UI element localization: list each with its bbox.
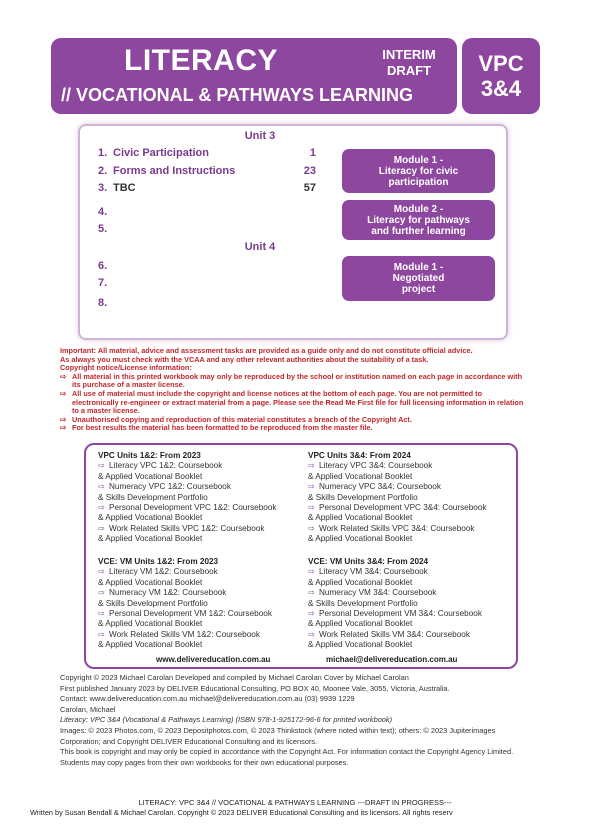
contents-row: 5. [98, 223, 108, 235]
contents-row[interactable]: 1. Civic Participation 1 [98, 147, 316, 159]
product-list-box [84, 443, 518, 669]
list-item: ⇨ Work Related Skills VPC 3&4: Coursebook [308, 523, 475, 533]
arrow-right-icon: ⇨ [308, 609, 315, 619]
contents-row[interactable]: 3. TBC 57 [98, 182, 316, 194]
email-link[interactable]: michael@delivereducation.com.au [326, 655, 458, 664]
disclaimer: Important: All material, advice and assessment tasks are provided as a guide only and do not constitute official advice. As always you must check with the VCAA and any other relevant authorities about the suitability of a task. Copyright notice/License information: ⇨ All material in this printed workbook may only be reproduced by the school or institution named on each page in accordance with its purchase of a master license. ⇨ All use of material must include the copyright and license notices at the bottom of each page. You are not permitted to electronically re-engineer or extract material from a page. Please see the Read Me First file for full licensing information in relation to a master license. ⇨ Unauthorised copying and reproduction of this material constitutes a breach of the Copyright Act. ⇨ For best results the material has been formatted to be reproduced from the master file. [60, 347, 530, 433]
disclaimer-bullet: ⇨ Unauthorised copying and reproduction of this material constitutes a breach of the Copyright Act. [60, 414, 412, 424]
module-1-project-button[interactable]: Module 1 - Negotiated project [342, 256, 495, 301]
product-group-vpc12: VPC Units 1&2: From 2023 ⇨ Literacy VPC 1&2: Coursebook & Applied Vocational Booklet ⇨ Numeracy VPC 1&2: Coursebook & Skills Development Portfolio ⇨ Personal Development VPC 1&2: Coursebook & Applied Vocational Booklet ⇨ Work Related Skills VPC 1&2: Coursebook & Applied Vocational Booklet [98, 451, 310, 545]
list-item: ⇨ Personal Development VM 3&4: Coursebook [308, 609, 482, 619]
arrow-right-icon: ⇨ [98, 523, 105, 533]
list-item: ⇨ Personal Development VPC 3&4: Coursebook [308, 503, 487, 513]
contents-row: 6. [98, 260, 108, 272]
list-item: ⇨ Numeracy VM 3&4: Coursebook [308, 588, 437, 598]
list-item: ⇨ Literacy VM 1&2: Coursebook [98, 567, 218, 577]
module-1-civic-button[interactable]: Module 1 - Literacy for civic participation [342, 149, 495, 193]
arrow-right-icon: ⇨ [308, 523, 315, 533]
product-group-vm12: VCE: VM Units 1&2: From 2023 ⇨ Literacy VM 1&2: Coursebook & Applied Vocational Booklet ⇨ Numeracy VM 1&2: Coursebook & Skills Development Portfolio ⇨ Personal Development VM 1&2: Coursebook & Applied Vocational Booklet ⇨ Work Related Skills VM 1&2: Coursebook & Applied Vocational Booklet [98, 557, 310, 651]
arrow-right-icon: ⇨ [60, 414, 67, 424]
list-item: ⇨ Work Related Skills VPC 1&2: Coursebook [98, 523, 265, 533]
copyright-block: Copyright © 2023 Michael Carolan Developed and compiled by Michael Carolan Cover by Michael Carolan First published January 2023 by DELIVER Educational Consulting, PO BOX 40, Moonee Vale, 3055, Victoria, Australia. Contact: www.delivereducation.com.au michael@delivereducation.com.au (03) 9939 1229 Carolan, Michael Literacy: VPC 3&4 (Vocational & Pathways Learning) (ISBN 978-1-925172-96-6 for printed workbook) Images: © 2023 Photos.com, © 2023 Depositphotos.com, © 2023 Thinkstock (where noted within text); others: © 2023 Jupiterimages Corporation; and Copyright DELIVER Educational Consulting and its licensors. This book is copyright and may only be copied in accordance with the Copyright Act. For information contact the Copyright Agency Limited. Students may copy pages from their own workbooks for their own educational purposes. [60, 673, 514, 767]
arrow-right-icon: ⇨ [60, 371, 67, 381]
list-item: ⇨ Work Related Skills VM 3&4: Coursebook [308, 629, 470, 639]
list-item: ⇨ Numeracy VPC 1&2: Coursebook [98, 482, 231, 492]
arrow-right-icon: ⇨ [308, 482, 315, 492]
list-item: ⇨ Personal Development VM 1&2: Coursebook [98, 609, 272, 619]
contents-row[interactable]: 2. Forms and Instructions 23 [98, 165, 316, 177]
disclaimer-bullet: ⇨ All use of material must include the copyright and license notices at the bottom of each page. You are not permitted to electronically re-engineer or extract material from a page. Please see the Read Me First file for full licensing information in relation to a master license. [60, 388, 524, 416]
product-group-vm34: VCE: VM Units 3&4: From 2024 ⇨ Literacy VM 3&4: Coursebook & Applied Vocational Booklet ⇨ Numeracy VM 3&4: Coursebook & Skills Development Portfolio ⇨ Personal Development VM 3&4: Coursebook & Applied Vocational Booklet ⇨ Work Related Skills VM 3&4: Coursebook & Applied Vocational Booklet [308, 557, 514, 651]
product-group-vpc34: VPC Units 3&4: From 2024 ⇨ Literacy VPC 3&4: Coursebook & Applied Vocational Booklet ⇨ Numeracy VPC 3&4: Coursebook & Skills Development Portfolio ⇨ Personal Development VPC 3&4: Coursebook & Applied Vocational Booklet ⇨ Work Related Skills VPC 3&4: Coursebook & Applied Vocational Booklet [308, 451, 514, 545]
arrow-right-icon: ⇨ [308, 629, 315, 639]
module-2-pathways-button[interactable]: Module 2 - Literacy for pathways and further learning [342, 200, 495, 240]
contents-row: 7. [98, 277, 108, 289]
list-item: ⇨ Numeracy VPC 3&4: Coursebook [308, 482, 441, 492]
title-banner [51, 38, 457, 114]
list-item: ⇨ Literacy VPC 3&4: Coursebook [308, 461, 433, 471]
contents-row: 8. [98, 297, 108, 309]
level-badge: VPC 3&4 [462, 38, 540, 114]
arrow-right-icon: ⇨ [98, 482, 105, 492]
disclaimer-bullet: ⇨ For best results the material has been formatted to be reproduced from the master file. [60, 423, 373, 433]
arrow-right-icon: ⇨ [308, 503, 315, 513]
contents-box [78, 124, 508, 340]
arrow-right-icon: ⇨ [60, 423, 67, 433]
contents-row: 4. [98, 206, 108, 218]
arrow-right-icon: ⇨ [98, 588, 105, 598]
interim-draft-label: INTERIM DRAFT [382, 47, 436, 78]
list-item: ⇨ Numeracy VM 1&2: Coursebook [98, 588, 227, 598]
arrow-right-icon: ⇨ [98, 609, 105, 619]
arrow-right-icon: ⇨ [98, 567, 105, 577]
arrow-right-icon: ⇨ [98, 629, 105, 639]
arrow-right-icon: ⇨ [98, 503, 105, 513]
unit4-heading: Unit 4 [244, 241, 276, 253]
book-subtitle: // VOCATIONAL & PATHWAYS LEARNING [61, 85, 414, 105]
unit3-heading: Unit 3 [244, 130, 276, 142]
arrow-right-icon: ⇨ [308, 567, 315, 577]
book-title: LITERACY [124, 44, 278, 77]
list-item: ⇨ Work Related Skills VM 1&2: Coursebook [98, 629, 260, 639]
arrow-right-icon: ⇨ [60, 388, 67, 398]
arrow-right-icon: ⇨ [308, 461, 315, 471]
arrow-right-icon: ⇨ [308, 588, 315, 598]
page-footer-license: Written by Susan Bendall & Michael Carolan. Copyright © 2023 DELIVER Educational Consulting and its licensors. All rights reserv [30, 808, 453, 817]
list-item: ⇨ Literacy VPC 1&2: Coursebook [98, 461, 223, 471]
page-footer-title: LITERACY: VPC 3&4 // VOCATIONAL & PATHWAYS LEARNING ---DRAFT IN PROGRESS--- [138, 798, 452, 807]
list-item: ⇨ Literacy VM 3&4: Coursebook [308, 567, 428, 577]
arrow-right-icon: ⇨ [98, 461, 105, 471]
website-link[interactable]: www.delivereducation.com.au [156, 655, 271, 664]
disclaimer-bullet: ⇨ All material in this printed workbook may only be reproduced by the school or institution named on each page in accordance with its purchase of a master license. [60, 371, 523, 390]
list-item: ⇨ Personal Development VPC 1&2: Coursebook [98, 503, 277, 513]
